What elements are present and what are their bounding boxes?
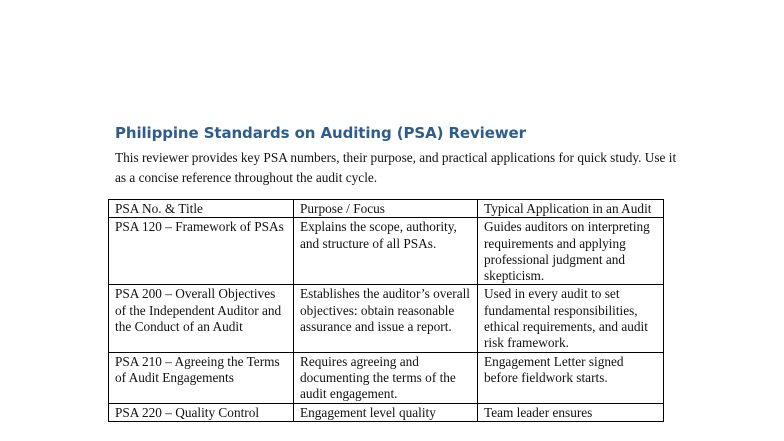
cell-psa-title: PSA 220 – Quality Control [109,403,294,421]
cell-purpose: Explains the scope, authority, and structure of all PSAs. [294,218,478,285]
header-cell-title: PSA No. & Title [109,200,294,218]
cell-application: Team leader ensures [478,403,664,421]
cell-application: Guides auditors on interpreting requirements and applying professional judgment and skepticism. [478,218,664,285]
table-row [109,403,664,421]
cell-psa-title: PSA 200 – Overall Objectives of the Independent Auditor and the Conduct of an Audit [109,285,294,352]
header-cell-application: Typical Application in an Audit [478,200,664,218]
cell-application: Used in every audit to set fundamental responsibilities, ethical requirements, and audit risk framework. [478,285,664,352]
psa-table [108,199,664,422]
table-row [109,352,664,403]
cell-application: Engagement Letter signed before fieldwork starts. [478,352,664,403]
table-header-row [109,200,664,218]
header-cell-purpose: Purpose / Focus [294,200,478,218]
cell-purpose: Requires agreeing and documenting the terms of the audit engagement. [294,352,478,403]
cell-psa-title: PSA 120 – Framework of PSAs [109,218,294,285]
table-row [109,285,664,352]
intro-paragraph: This reviewer provides key PSA numbers, their purpose, and practical applications for quick study. Use it as a concise reference throughout the audit cycle. [115,150,677,185]
cell-purpose: Engagement level quality [294,403,478,421]
document-title: Philippine Standards on Auditing (PSA) Reviewer [115,124,526,142]
cell-purpose: Establishes the auditor’s overall objectives: obtain reasonable assurance and issue a report. [294,285,478,352]
table-row [109,218,664,285]
cell-psa-title: PSA 210 – Agreeing the Terms of Audit Engagements [109,352,294,403]
